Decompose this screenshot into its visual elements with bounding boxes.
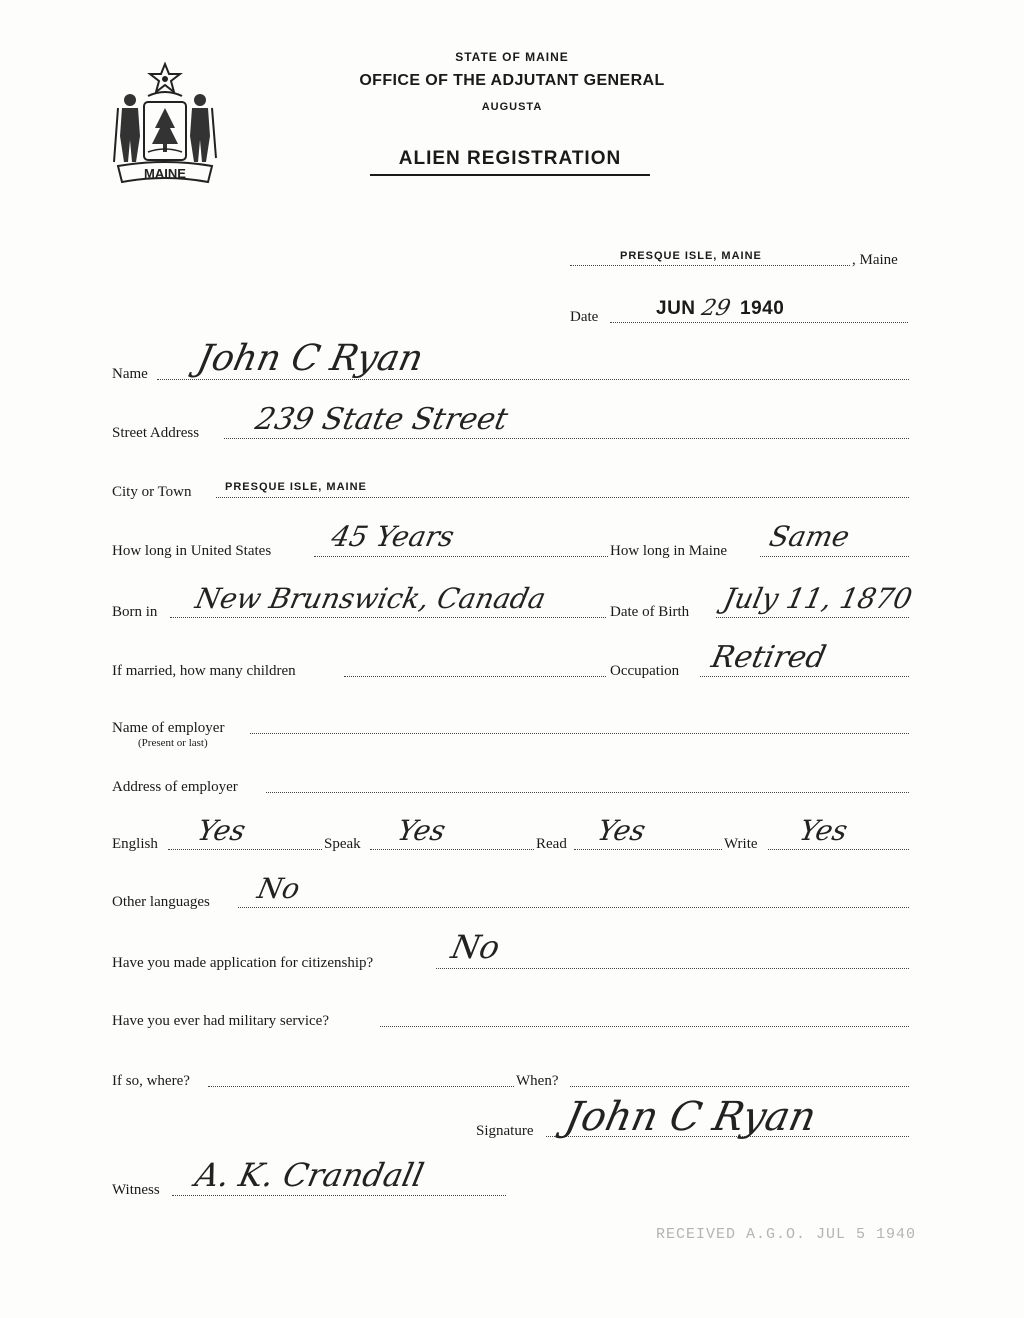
employer-label: Name of employer bbox=[112, 720, 225, 736]
street-value: 239 State Street bbox=[252, 402, 511, 437]
military-label: Have you ever had military service? bbox=[112, 1013, 329, 1029]
employer-address-label: Address of employer bbox=[112, 779, 238, 795]
date-label: Date bbox=[570, 309, 599, 325]
occupation-line bbox=[700, 676, 909, 677]
dob-value: July 11, 1870 bbox=[720, 582, 916, 615]
speak-value: Yes bbox=[394, 814, 449, 847]
employer-line bbox=[250, 733, 909, 734]
received-stamp: RECEIVED A.G.O. JUL 5 1940 bbox=[656, 1226, 917, 1243]
dob-label: Date of Birth bbox=[610, 604, 690, 620]
street-line bbox=[224, 438, 909, 439]
english-line bbox=[168, 849, 322, 850]
date-stamp-month: JUN bbox=[656, 298, 696, 319]
svg-text:MAINE: MAINE bbox=[144, 166, 186, 181]
other-languages-line bbox=[238, 907, 909, 908]
place-stamp: PRESQUE ISLE, MAINE bbox=[620, 250, 762, 262]
citizenship-value: No bbox=[447, 928, 504, 966]
children-label: If married, how many children bbox=[112, 663, 296, 679]
name-line bbox=[157, 379, 909, 380]
office-heading: OFFICE OF THE ADJUTANT GENERAL bbox=[359, 72, 665, 89]
children-line bbox=[344, 676, 606, 677]
read-label: Read bbox=[536, 836, 567, 852]
date-stamp-year: 1940 bbox=[740, 298, 785, 319]
write-line bbox=[768, 849, 909, 850]
date-line bbox=[610, 322, 908, 323]
when-label: When? bbox=[516, 1073, 559, 1089]
employer-address-line bbox=[266, 792, 909, 793]
signature-label: Signature bbox=[476, 1123, 534, 1139]
citizenship-label: Have you made application for citizenship? bbox=[112, 955, 374, 971]
other-languages-label: Other languages bbox=[112, 894, 210, 910]
state-seal-icon bbox=[110, 62, 220, 190]
how-long-us-line bbox=[314, 556, 608, 557]
how-long-us-value: 45 Years bbox=[328, 520, 458, 553]
street-label: Street Address bbox=[112, 425, 200, 441]
when-line bbox=[570, 1086, 909, 1087]
witness-value: A. K. Crandall bbox=[191, 1156, 428, 1194]
english-label: English bbox=[112, 836, 158, 852]
date-day-handwriting: 29 bbox=[699, 296, 733, 321]
speak-label: Speak bbox=[324, 836, 361, 852]
place-suffix: , Maine bbox=[852, 252, 898, 268]
write-value: Yes bbox=[796, 814, 851, 847]
born-in-value: New Brunswick, Canada bbox=[192, 582, 549, 615]
employer-sublabel: (Present or last) bbox=[138, 737, 208, 749]
where-label: If so, where? bbox=[112, 1073, 190, 1089]
other-languages-value: No bbox=[254, 872, 303, 905]
how-long-me-label: How long in Maine bbox=[610, 543, 728, 559]
read-line bbox=[574, 849, 722, 850]
occupation-label: Occupation bbox=[610, 663, 680, 679]
place-line bbox=[570, 265, 850, 266]
dob-line bbox=[716, 617, 909, 618]
english-value: Yes bbox=[194, 814, 249, 847]
form-title: ALIEN REGISTRATION bbox=[370, 148, 650, 176]
witness-label: Witness bbox=[112, 1182, 160, 1198]
state-heading: STATE OF MAINE bbox=[455, 50, 569, 64]
city-value: PRESQUE ISLE, MAINE bbox=[225, 481, 367, 493]
city-heading: AUGUSTA bbox=[481, 101, 543, 113]
born-in-line bbox=[170, 617, 606, 618]
city-label: City or Town bbox=[112, 484, 192, 500]
city-line bbox=[216, 497, 909, 498]
name-label: Name bbox=[112, 366, 148, 382]
occupation-value: Retired bbox=[708, 640, 830, 675]
name-value: John C Ryan bbox=[193, 338, 427, 379]
speak-line bbox=[370, 849, 534, 850]
citizenship-line bbox=[436, 968, 909, 969]
military-line bbox=[380, 1026, 909, 1027]
how-long-me-value: Same bbox=[766, 520, 853, 553]
write-label: Write bbox=[724, 836, 758, 852]
where-line bbox=[208, 1086, 514, 1087]
how-long-me-line bbox=[760, 556, 909, 557]
read-value: Yes bbox=[594, 814, 649, 847]
born-in-label: Born in bbox=[112, 604, 158, 620]
signature-value: John C Ryan bbox=[561, 1094, 821, 1140]
witness-line bbox=[172, 1195, 506, 1196]
how-long-us-label: How long in United States bbox=[112, 543, 272, 559]
